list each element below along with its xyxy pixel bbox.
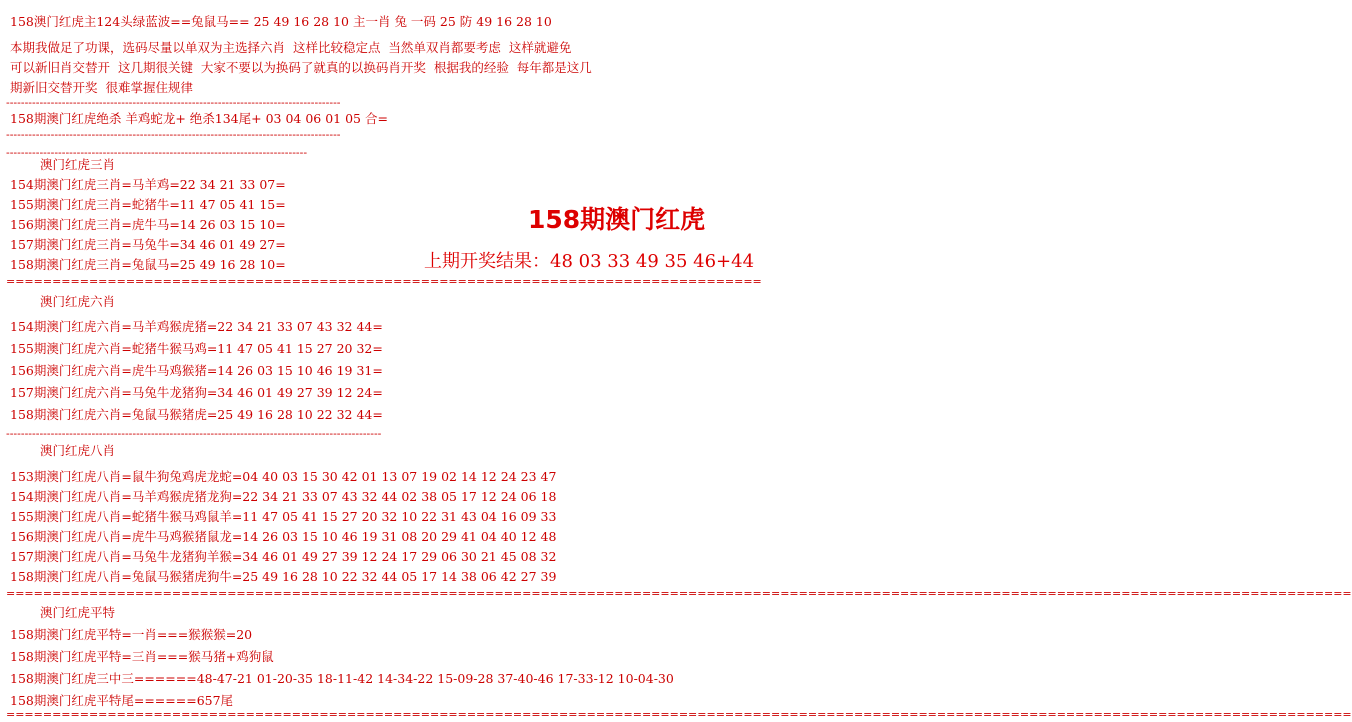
six-row: 158期澳门红虎六肖=兔鼠马猴猪虎=25 49 16 28 10 22 32 44=: [10, 407, 383, 422]
section-title-eight: 澳门红虎八肖: [40, 443, 116, 458]
six-row: 155期澳门红虎六肖=蛇猪牛猴马鸡=11 47 05 41 15 27 20 32=: [10, 341, 383, 356]
eight-row: 155期澳门红虎八肖=蛇猪牛猴马鸡鼠羊=11 47 05 41 15 27 20 32 10 22 31 43 04 16 09 33: [10, 509, 557, 524]
special-row: 158期澳门红虎平特=一肖===猴猴猴=20: [10, 627, 253, 642]
separator: ==================================================================================================================================================: [6, 708, 1352, 721]
separator: ------------------------------------------------------------------------------------------: [6, 96, 341, 109]
intro-line-2: 可以新旧肖交替开 这几期很关键 大家不要以为换码了就真的以换码肖开奖 根据我的经验 每年都是这几: [10, 60, 592, 75]
eight-row: 157期澳门红虎八肖=马兔牛龙猪狗羊猴=34 46 01 49 27 39 12 24 17 29 06 30 21 45 08 32: [10, 549, 557, 564]
section-title-three: 澳门红虎三肖: [40, 157, 116, 172]
kill-line: 158期澳门红虎绝杀 羊鸡蛇龙+ 绝杀134尾+ 03 04 06 01 05 合=: [10, 111, 388, 126]
eight-row: 153期澳门红虎八肖=鼠牛狗兔鸡虎龙蛇=04 40 03 15 30 42 01 13 07 19 02 14 12 24 23 47: [10, 469, 557, 484]
header-line: 158澳门红虎主124头绿蓝波==兔鼠马== 25 49 16 28 10 主一肖 兔 一码 25 防 49 16 28 10: [10, 14, 552, 29]
six-row: 157期澳门红虎六肖=马兔牛龙猪狗=34 46 01 49 27 39 12 24=: [10, 385, 383, 400]
separator: ---------------------------------------------------------------------------------: [6, 146, 308, 159]
separator: ==================================================================================: [6, 275, 762, 288]
section-title-six: 澳门红虎六肖: [40, 294, 116, 309]
side-title: 158期澳门红虎: [528, 205, 706, 234]
separator: ==================================================================================================================================================: [6, 587, 1352, 600]
three-row: 154期澳门红虎三肖=马羊鸡=22 34 21 33 07=: [10, 177, 286, 192]
special-row: 158期澳门红虎三中三======48-47-21 01-20-35 18-11-42 14-34-22 15-09-28 37-40-46 17-33-12 10-04-30: [10, 671, 674, 686]
section-title-special: 澳门红虎平特: [40, 605, 116, 620]
special-row: 158期澳门红虎平特尾======657尾: [10, 693, 234, 708]
three-row: 155期澳门红虎三肖=蛇猪牛=11 47 05 41 15=: [10, 197, 286, 212]
eight-row: 156期澳门红虎八肖=虎牛马鸡猴猪鼠龙=14 26 03 15 10 46 19 31 08 20 29 41 04 40 12 48: [10, 529, 557, 544]
separator: -----------------------------------------------------------------------------------------------------: [6, 427, 382, 440]
eight-row: 158期澳门红虎八肖=兔鼠马猴猪虎狗牛=25 49 16 28 10 22 32 44 05 17 14 38 06 42 27 39: [10, 569, 557, 584]
six-row: 156期澳门红虎六肖=虎牛马鸡猴猪=14 26 03 15 10 46 19 31=: [10, 363, 383, 378]
three-row: 156期澳门红虎三肖=虎牛马=14 26 03 15 10=: [10, 217, 286, 232]
last-draw-result: 上期开奖结果：48 03 33 49 35 46+44: [424, 251, 755, 272]
three-row: 157期澳门红虎三肖=马兔牛=34 46 01 49 27=: [10, 237, 286, 252]
eight-row: 154期澳门红虎八肖=马羊鸡猴虎猪龙狗=22 34 21 33 07 43 32 44 02 38 05 17 12 24 06 18: [10, 489, 557, 504]
six-row: 154期澳门红虎六肖=马羊鸡猴虎猪=22 34 21 33 07 43 32 44=: [10, 319, 383, 334]
intro-line-3: 期新旧交替开奖 很难掌握住规律: [10, 80, 193, 95]
separator: ------------------------------------------------------------------------------------------: [6, 128, 341, 141]
special-row: 158期澳门红虎平特=三肖===猴马猪+鸡狗鼠: [10, 649, 274, 664]
three-row: 158期澳门红虎三肖=兔鼠马=25 49 16 28 10=: [10, 257, 286, 272]
intro-line-1: 本期我做足了功课，选码尽量以单双为主选择六肖 这样比较稳定点 当然单双肖都要考虑 这样就避免: [10, 40, 572, 55]
